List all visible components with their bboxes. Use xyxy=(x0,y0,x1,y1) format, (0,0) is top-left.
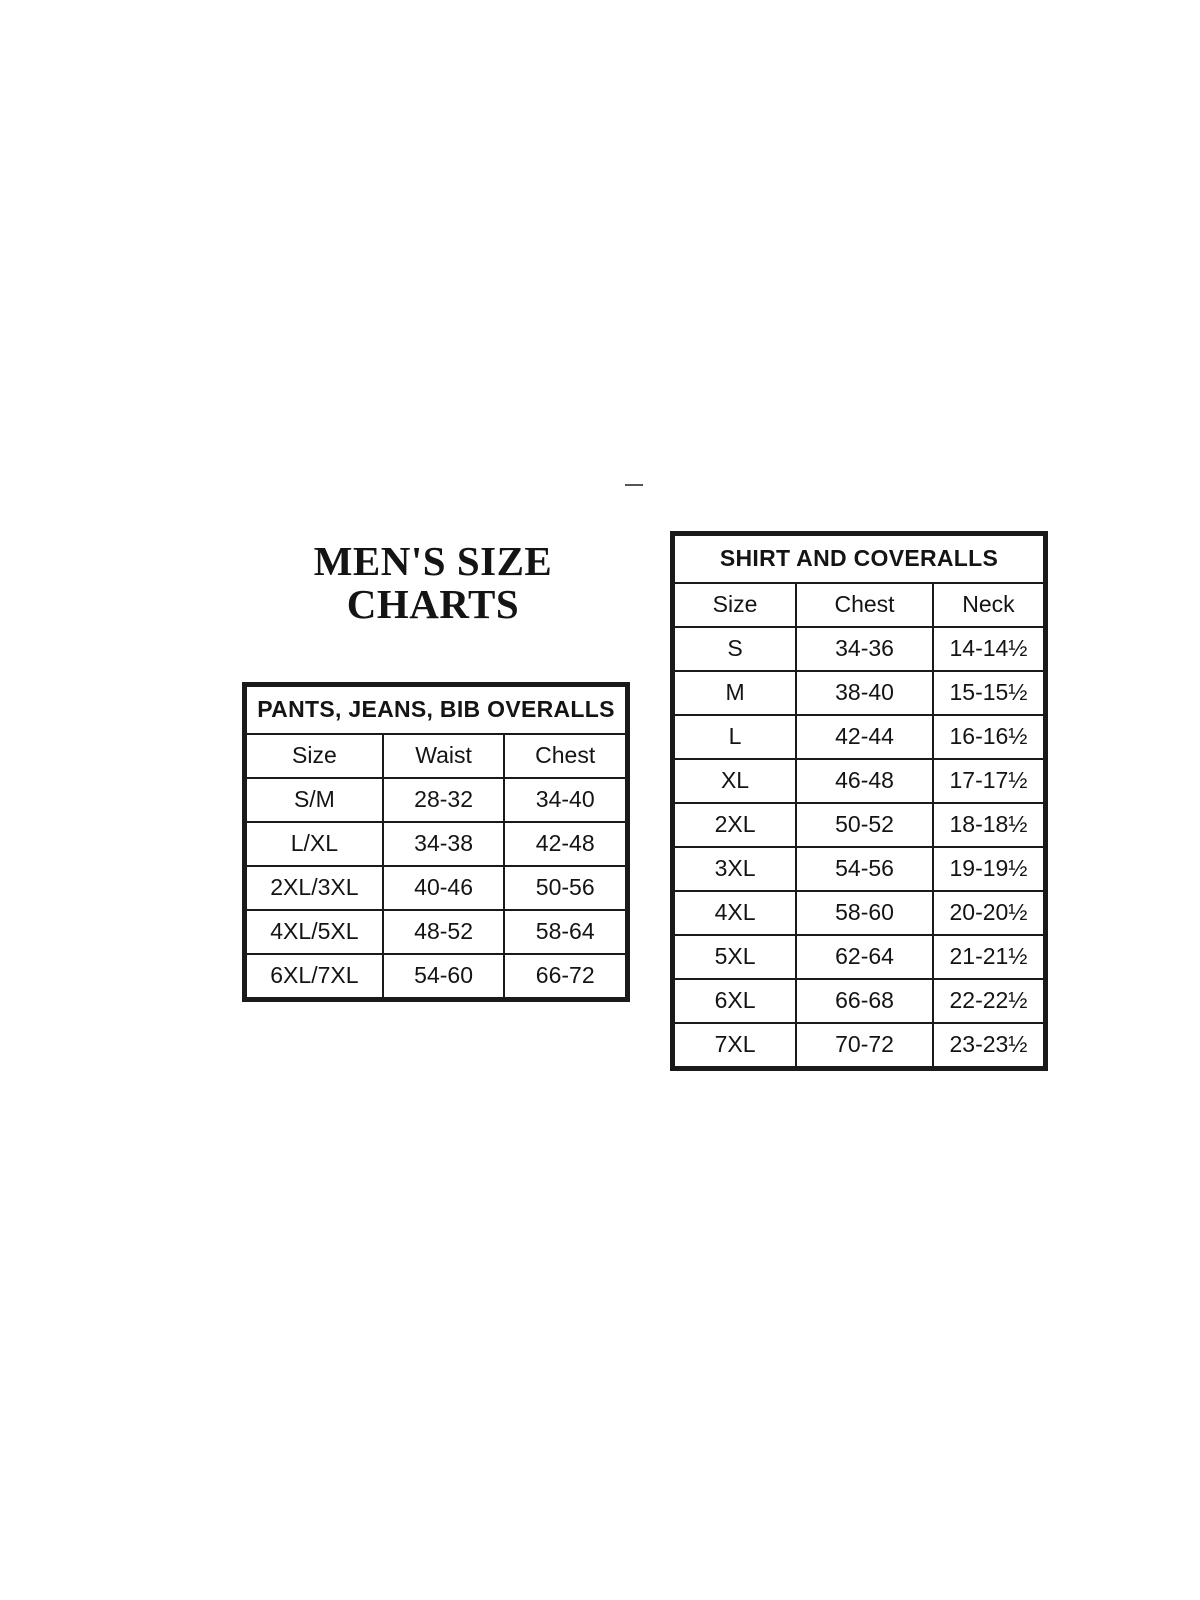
shirt-cell-size: 3XL xyxy=(674,847,796,891)
shirt-cell-neck: 21-21½ xyxy=(933,935,1044,979)
page-title xyxy=(238,540,628,626)
shirt-cell-chest: 62-64 xyxy=(796,935,933,979)
shirt-cell-neck: 20-20½ xyxy=(933,891,1044,935)
table-row xyxy=(674,715,1044,759)
pants-table-container xyxy=(242,682,630,1002)
shirt-cell-neck: 19-19½ xyxy=(933,847,1044,891)
stray-mark xyxy=(625,484,643,486)
pants-cell-size: 2XL/3XL xyxy=(246,866,383,910)
pants-cell-size: 6XL/7XL xyxy=(246,954,383,998)
shirt-cell-neck: 17-17½ xyxy=(933,759,1044,803)
shirt-cell-neck: 14-14½ xyxy=(933,627,1044,671)
shirt-cell-size: 7XL xyxy=(674,1023,796,1067)
shirt-cell-chest: 70-72 xyxy=(796,1023,933,1067)
pants-cell-waist: 48-52 xyxy=(383,910,505,954)
pants-cell-chest: 42-48 xyxy=(504,822,626,866)
shirt-cell-chest: 38-40 xyxy=(796,671,933,715)
pants-cell-size: S/M xyxy=(246,778,383,822)
shirt-table-container xyxy=(670,531,1048,1071)
shirt-and-coveralls-table xyxy=(673,534,1045,1068)
table-row xyxy=(246,866,626,910)
pants-header-size: Size xyxy=(246,734,383,778)
table-row xyxy=(246,822,626,866)
pants-header-waist: Waist xyxy=(383,734,505,778)
table-caption-row xyxy=(246,686,626,734)
shirt-cell-size: S xyxy=(674,627,796,671)
pants-cell-waist: 34-38 xyxy=(383,822,505,866)
shirt-cell-neck: 16-16½ xyxy=(933,715,1044,759)
page-title-block xyxy=(238,540,628,626)
shirt-cell-size: 6XL xyxy=(674,979,796,1023)
shirt-cell-neck: 15-15½ xyxy=(933,671,1044,715)
pants-cell-chest: 34-40 xyxy=(504,778,626,822)
shirt-cell-chest: 46-48 xyxy=(796,759,933,803)
table-row xyxy=(674,671,1044,715)
shirt-cell-chest: 50-52 xyxy=(796,803,933,847)
shirt-cell-chest: 66-68 xyxy=(796,979,933,1023)
pants-cell-size: L/XL xyxy=(246,822,383,866)
shirt-cell-neck: 22-22½ xyxy=(933,979,1044,1023)
shirt-table-caption: SHIRT AND COVERALLS xyxy=(674,535,1044,583)
table-row xyxy=(246,954,626,998)
table-row xyxy=(674,935,1044,979)
table-caption-row xyxy=(674,535,1044,583)
shirt-cell-chest: 34-36 xyxy=(796,627,933,671)
table-row xyxy=(246,778,626,822)
pants-table-caption: PANTS, JEANS, BIB OVERALLS xyxy=(246,686,626,734)
table-header-row xyxy=(674,583,1044,627)
table-header-row xyxy=(246,734,626,778)
table-row xyxy=(674,803,1044,847)
shirt-cell-size: 4XL xyxy=(674,891,796,935)
shirt-cell-size: M xyxy=(674,671,796,715)
pants-cell-waist: 40-46 xyxy=(383,866,505,910)
shirt-cell-size: L xyxy=(674,715,796,759)
table-row xyxy=(674,1023,1044,1067)
table-row xyxy=(674,979,1044,1023)
pants-jeans-bib-overalls-table xyxy=(245,685,627,999)
table-row xyxy=(674,891,1044,935)
pants-cell-chest: 66-72 xyxy=(504,954,626,998)
shirt-cell-size: XL xyxy=(674,759,796,803)
table-row xyxy=(674,847,1044,891)
pants-cell-chest: 58-64 xyxy=(504,910,626,954)
shirt-header-size: Size xyxy=(674,583,796,627)
shirt-cell-neck: 18-18½ xyxy=(933,803,1044,847)
shirt-cell-neck: 23-23½ xyxy=(933,1023,1044,1067)
pants-cell-waist: 28-32 xyxy=(383,778,505,822)
shirt-header-neck: Neck xyxy=(933,583,1044,627)
shirt-cell-chest: 42-44 xyxy=(796,715,933,759)
pants-cell-waist: 54-60 xyxy=(383,954,505,998)
table-row xyxy=(674,759,1044,803)
shirt-cell-chest: 58-60 xyxy=(796,891,933,935)
shirt-cell-chest: 54-56 xyxy=(796,847,933,891)
shirt-cell-size: 2XL xyxy=(674,803,796,847)
page-title-line-2: CHARTS xyxy=(346,581,520,628)
table-row xyxy=(674,627,1044,671)
page-title-line-1: MEN'S SIZE xyxy=(313,538,553,584)
pants-cell-chest: 50-56 xyxy=(504,866,626,910)
shirt-cell-size: 5XL xyxy=(674,935,796,979)
pants-header-chest: Chest xyxy=(504,734,626,778)
shirt-header-chest: Chest xyxy=(796,583,933,627)
pants-cell-size: 4XL/5XL xyxy=(246,910,383,954)
table-row xyxy=(246,910,626,954)
